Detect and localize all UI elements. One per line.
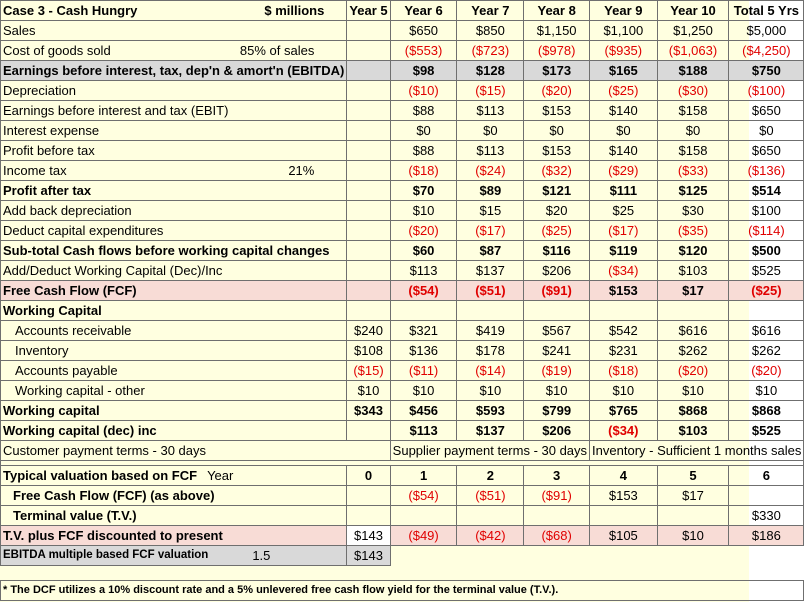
value-cell[interactable]: $799 — [524, 401, 590, 421]
value-cell[interactable] — [347, 61, 390, 81]
value-cell[interactable]: $567 — [524, 321, 590, 341]
value-cell[interactable]: $850 — [457, 21, 524, 41]
row-label[interactable]: Cost of goods sold 85% of sales — [1, 41, 347, 61]
value-cell[interactable] — [347, 301, 390, 321]
value-cell[interactable]: ($17) — [590, 221, 658, 241]
fcf-row-label[interactable]: Free Cash Flow (FCF) (as above) — [1, 486, 347, 506]
value-cell[interactable]: $10 — [347, 381, 390, 401]
value-cell[interactable]: $120 — [657, 241, 729, 261]
value-cell[interactable] — [347, 141, 390, 161]
value-cell[interactable]: $103 — [657, 261, 729, 281]
valuation-title[interactable]: Typical valuation based on FCF Year — [1, 466, 347, 486]
row-label[interactable]: Sales — [1, 21, 347, 41]
empty-cell[interactable] — [657, 546, 729, 566]
value-cell[interactable]: ($20) — [390, 221, 457, 241]
supplier-terms[interactable]: Supplier payment terms - 30 days — [390, 441, 589, 461]
row-label[interactable]: Interest expense — [1, 121, 347, 141]
value-cell[interactable]: $165 — [590, 61, 658, 81]
row-label[interactable]: Accounts receivable — [1, 321, 347, 341]
value-cell[interactable]: $98 — [390, 61, 457, 81]
value-cell[interactable]: $419 — [457, 321, 524, 341]
value-cell[interactable]: $113 — [457, 101, 524, 121]
value-cell[interactable]: $25 — [590, 201, 658, 221]
value-cell[interactable]: ($20) — [729, 361, 804, 381]
value-cell[interactable]: $137 — [457, 421, 524, 441]
value-cell[interactable]: $10 — [390, 201, 457, 221]
value-cell[interactable]: ($15) — [457, 81, 524, 101]
value-cell[interactable]: $30 — [657, 201, 729, 221]
value-cell[interactable]: ($11) — [390, 361, 457, 381]
row-label[interactable]: Profit after tax — [1, 181, 347, 201]
year-header-5[interactable]: Year 10 — [657, 1, 729, 21]
value-cell[interactable]: $343 — [347, 401, 390, 421]
value-cell[interactable]: $10 — [657, 381, 729, 401]
value-cell[interactable]: $0 — [457, 121, 524, 141]
footnote-row — [1, 581, 804, 601]
value-cell[interactable]: ($18) — [390, 161, 457, 181]
value-cell[interactable]: $650 — [390, 21, 457, 41]
ebitda-label[interactable]: EBITDA multiple based FCF valuation 1.5 — [1, 546, 347, 566]
row-label[interactable]: Working capital - other — [1, 381, 347, 401]
inventory-terms[interactable]: Inventory - Sufficient 1 months sales — [590, 441, 804, 461]
value-cell[interactable] — [347, 101, 390, 121]
value-cell[interactable]: $121 — [524, 181, 590, 201]
row-label[interactable]: Depreciation — [1, 81, 347, 101]
value-cell[interactable] — [657, 506, 729, 526]
row-label[interactable]: Deduct capital expenditures — [1, 221, 347, 241]
value-cell[interactable]: $153 — [590, 281, 658, 301]
row-label[interactable]: Inventory — [1, 341, 347, 361]
value-cell[interactable] — [347, 261, 390, 281]
value-cell[interactable]: ($35) — [657, 221, 729, 241]
value-cell[interactable]: $616 — [729, 321, 804, 341]
row-label[interactable]: Earnings before interest and tax (EBIT) — [1, 101, 347, 121]
value-cell[interactable] — [729, 486, 804, 506]
table-row — [1, 241, 804, 261]
value-cell[interactable]: $153 — [590, 486, 658, 506]
value-cell[interactable]: $113 — [390, 421, 457, 441]
value-cell[interactable]: ($33) — [657, 161, 729, 181]
value-cell[interactable] — [590, 506, 658, 526]
customer-terms[interactable]: Customer payment terms - 30 days — [1, 441, 391, 461]
value-cell[interactable] — [347, 281, 390, 301]
value-cell[interactable]: ($68) — [524, 526, 590, 546]
value-cell[interactable]: $868 — [657, 401, 729, 421]
value-cell[interactable]: $0 — [657, 121, 729, 141]
value-cell[interactable]: $119 — [590, 241, 658, 261]
value-cell[interactable]: $17 — [657, 486, 729, 506]
empty-cell[interactable] — [524, 546, 590, 566]
value-cell[interactable] — [390, 301, 457, 321]
valuation-year-5[interactable]: 5 — [657, 466, 729, 486]
value-cell[interactable]: ($51) — [457, 486, 524, 506]
table-row — [1, 141, 804, 161]
table-row — [1, 381, 804, 401]
value-cell[interactable]: $10 — [657, 526, 729, 546]
value-cell[interactable]: $87 — [457, 241, 524, 261]
value-cell[interactable]: ($34) — [590, 421, 658, 441]
value-cell[interactable]: $153 — [524, 101, 590, 121]
value-cell[interactable]: $500 — [729, 241, 804, 261]
row-label[interactable]: Working capital — [1, 401, 347, 421]
value-cell[interactable]: ($54) — [390, 486, 457, 506]
spacer-row — [1, 566, 804, 581]
units-label: $ millions — [264, 3, 325, 18]
value-cell[interactable] — [347, 241, 390, 261]
value-cell[interactable] — [524, 506, 590, 526]
row-label[interactable]: Accounts payable — [1, 361, 347, 381]
value-cell[interactable]: $186 — [729, 526, 804, 546]
value-cell[interactable]: ($91) — [524, 486, 590, 506]
table-row — [1, 221, 804, 241]
value-cell[interactable]: ($49) — [390, 526, 457, 546]
value-cell[interactable]: $137 — [457, 261, 524, 281]
table-row — [1, 61, 804, 81]
valuation-year-3[interactable]: 3 — [524, 466, 590, 486]
value-cell[interactable]: $1,250 — [657, 21, 729, 41]
value-cell[interactable]: $10 — [457, 381, 524, 401]
table-row — [1, 201, 804, 221]
table-row — [1, 301, 804, 321]
value-cell[interactable]: $321 — [390, 321, 457, 341]
value-cell[interactable]: $765 — [590, 401, 658, 421]
pv-row — [1, 526, 804, 546]
value-cell[interactable]: $125 — [657, 181, 729, 201]
year-header-6[interactable]: Total 5 Yrs — [729, 1, 804, 21]
value-cell[interactable]: $88 — [390, 141, 457, 161]
tv-row — [1, 506, 804, 526]
table-row — [1, 101, 804, 121]
row-label[interactable]: Free Cash Flow (FCF) — [1, 281, 347, 301]
value-cell[interactable] — [524, 301, 590, 321]
empty-cell[interactable] — [390, 546, 457, 566]
row-label[interactable]: Working capital (dec) inc — [1, 421, 347, 441]
value-cell[interactable]: $206 — [524, 421, 590, 441]
empty-cell[interactable] — [729, 546, 804, 566]
value-cell[interactable]: ($32) — [524, 161, 590, 181]
header-row — [1, 1, 804, 21]
valuation-year-1[interactable]: 1 — [390, 466, 457, 486]
value-cell[interactable]: ($25) — [590, 81, 658, 101]
value-cell[interactable]: ($14) — [457, 361, 524, 381]
value-cell[interactable]: $750 — [729, 61, 804, 81]
value-cell[interactable]: $330 — [729, 506, 804, 526]
footnote[interactable]: * The DCF utilizes a 10% discount rate and a 5% unlevered free cash flow yield for the terminal value (T.V.). — [1, 581, 804, 601]
year-header-3[interactable]: Year 8 — [524, 1, 590, 21]
value-cell[interactable]: $0 — [390, 121, 457, 141]
value-cell[interactable]: $1,150 — [524, 21, 590, 41]
value-cell[interactable]: ($723) — [457, 41, 524, 61]
table-row — [1, 341, 804, 361]
row-label[interactable]: Add back depreciation — [1, 201, 347, 221]
value-cell[interactable] — [347, 121, 390, 141]
value-cell[interactable] — [347, 486, 390, 506]
value-cell[interactable]: $10 — [390, 381, 457, 401]
value-cell[interactable]: $650 — [729, 101, 804, 121]
valuation-year-0[interactable]: 0 — [347, 466, 390, 486]
value-cell[interactable]: $100 — [729, 201, 804, 221]
table-row — [1, 321, 804, 341]
value-cell[interactable]: ($553) — [390, 41, 457, 61]
table-row — [1, 261, 804, 281]
row-label[interactable]: Add/Deduct Working Capital (Dec)/Inc — [1, 261, 347, 281]
value-cell[interactable]: $140 — [590, 101, 658, 121]
value-cell[interactable] — [457, 301, 524, 321]
value-cell[interactable]: $10 — [590, 381, 658, 401]
empty-cell[interactable] — [457, 546, 524, 566]
table-row — [1, 361, 804, 381]
value-cell[interactable]: $128 — [457, 61, 524, 81]
value-cell[interactable] — [590, 301, 658, 321]
value-cell[interactable]: $542 — [590, 321, 658, 341]
value-cell[interactable]: ($17) — [457, 221, 524, 241]
value-cell[interactable]: ($20) — [657, 361, 729, 381]
valuation-year-2[interactable]: 2 — [457, 466, 524, 486]
value-cell[interactable]: $616 — [657, 321, 729, 341]
value-cell[interactable]: $231 — [590, 341, 658, 361]
value-cell[interactable]: ($29) — [590, 161, 658, 181]
value-cell[interactable]: ($10) — [390, 81, 457, 101]
value-cell[interactable]: $178 — [457, 341, 524, 361]
fcf-row — [1, 486, 804, 506]
value-cell[interactable] — [347, 161, 390, 181]
value-cell[interactable]: $5,000 — [729, 21, 804, 41]
table-row — [1, 21, 804, 41]
value-cell[interactable]: $10 — [524, 381, 590, 401]
value-cell[interactable]: $20 — [524, 201, 590, 221]
value-cell[interactable]: ($42) — [457, 526, 524, 546]
value-cell[interactable]: $10 — [729, 381, 804, 401]
value-cell[interactable]: $1,100 — [590, 21, 658, 41]
value-cell[interactable]: $105 — [590, 526, 658, 546]
value-cell[interactable]: $0 — [729, 121, 804, 141]
value-cell[interactable]: $0 — [590, 121, 658, 141]
value-cell[interactable]: ($91) — [524, 281, 590, 301]
value-cell[interactable]: $111 — [590, 181, 658, 201]
value-cell[interactable] — [657, 301, 729, 321]
table-row — [1, 401, 804, 421]
value-cell[interactable]: ($54) — [390, 281, 457, 301]
value-cell[interactable]: $262 — [657, 341, 729, 361]
value-cell[interactable]: ($24) — [457, 161, 524, 181]
row-label[interactable]: Earnings before interest, tax, dep'n & amort'n (EBITDA) — [1, 61, 347, 81]
value-cell[interactable]: $70 — [390, 181, 457, 201]
value-cell[interactable] — [347, 221, 390, 241]
value-cell[interactable]: ($30) — [657, 81, 729, 101]
value-cell[interactable]: $456 — [390, 401, 457, 421]
value-cell[interactable]: $593 — [457, 401, 524, 421]
value-cell[interactable]: $88 — [390, 101, 457, 121]
value-cell[interactable] — [347, 21, 390, 41]
value-cell[interactable]: $173 — [524, 61, 590, 81]
value-cell[interactable]: $17 — [657, 281, 729, 301]
value-cell[interactable]: $525 — [729, 261, 804, 281]
year-header-0[interactable]: Year 5 — [347, 1, 390, 21]
value-cell[interactable]: $0 — [524, 121, 590, 141]
table-row — [1, 161, 804, 181]
value-cell[interactable] — [347, 41, 390, 61]
value-cell[interactable]: $650 — [729, 141, 804, 161]
value-cell[interactable]: $514 — [729, 181, 804, 201]
value-cell[interactable]: ($114) — [729, 221, 804, 241]
value-cell[interactable]: ($20) — [524, 81, 590, 101]
table-row — [1, 181, 804, 201]
tv-row-label[interactable]: Terminal value (T.V.) — [1, 506, 347, 526]
value-cell[interactable]: $89 — [457, 181, 524, 201]
row-label[interactable]: Profit before tax — [1, 141, 347, 161]
terms-row — [1, 441, 804, 461]
valuation-year-4[interactable]: 4 — [590, 466, 658, 486]
value-cell[interactable]: ($4,250) — [729, 41, 804, 61]
valuation-year-6[interactable]: 6 — [729, 466, 804, 486]
value-cell[interactable]: $136 — [390, 341, 457, 361]
value-cell[interactable]: $206 — [524, 261, 590, 281]
value-cell[interactable]: ($15) — [347, 361, 390, 381]
row-label[interactable]: Working Capital — [1, 301, 347, 321]
value-cell[interactable]: $868 — [729, 401, 804, 421]
value-cell[interactable]: ($34) — [590, 261, 658, 281]
value-cell[interactable]: $241 — [524, 341, 590, 361]
year-header-4[interactable]: Year 9 — [590, 1, 658, 21]
table-row — [1, 41, 804, 61]
row-label[interactable]: Income tax 21% — [1, 161, 347, 181]
value-cell[interactable]: $113 — [390, 261, 457, 281]
spacer[interactable] — [1, 566, 804, 581]
value-cell[interactable]: $103 — [657, 421, 729, 441]
sheet-title: Case 3 - Cash Hungry — [3, 3, 138, 18]
value-cell[interactable]: ($19) — [524, 361, 590, 381]
row-label[interactable]: Sub-total Cash flows before working capital changes — [1, 241, 347, 261]
pv-row-label[interactable]: T.V. plus FCF discounted to present — [1, 526, 347, 546]
value-cell[interactable]: ($18) — [590, 361, 658, 381]
ebitda-value[interactable]: $143 — [347, 546, 390, 566]
value-cell[interactable]: $140 — [590, 141, 658, 161]
table-row — [1, 421, 804, 441]
valuation-header-row — [1, 466, 804, 486]
value-cell[interactable] — [347, 81, 390, 101]
year-header-2[interactable]: Year 7 — [457, 1, 524, 21]
table-row — [1, 81, 804, 101]
value-cell[interactable]: $158 — [657, 141, 729, 161]
value-cell[interactable]: ($136) — [729, 161, 804, 181]
table-row — [1, 281, 804, 301]
empty-cell[interactable] — [590, 546, 658, 566]
value-cell[interactable]: ($51) — [457, 281, 524, 301]
value-cell[interactable]: $60 — [390, 241, 457, 261]
value-cell[interactable]: ($978) — [524, 41, 590, 61]
value-cell[interactable] — [347, 181, 390, 201]
value-cell[interactable] — [347, 201, 390, 221]
value-cell[interactable]: ($935) — [590, 41, 658, 61]
value-cell[interactable]: $188 — [657, 61, 729, 81]
value-cell[interactable]: $113 — [457, 141, 524, 161]
value-cell[interactable]: ($100) — [729, 81, 804, 101]
value-cell[interactable]: ($1,063) — [657, 41, 729, 61]
value-cell[interactable]: $158 — [657, 101, 729, 121]
value-cell[interactable] — [347, 421, 390, 441]
value-cell[interactable]: $262 — [729, 341, 804, 361]
value-cell[interactable] — [729, 301, 804, 321]
value-cell[interactable]: $116 — [524, 241, 590, 261]
value-cell[interactable]: $15 — [457, 201, 524, 221]
table-row — [1, 121, 804, 141]
value-cell[interactable]: ($25) — [729, 281, 804, 301]
header-title-cell[interactable] — [1, 1, 347, 21]
ebitda-valuation-row — [1, 546, 804, 566]
value-cell[interactable]: ($25) — [524, 221, 590, 241]
value-cell[interactable]: $108 — [347, 341, 390, 361]
value-cell[interactable]: $240 — [347, 321, 390, 341]
value-cell[interactable] — [390, 506, 457, 526]
value-cell[interactable]: $525 — [729, 421, 804, 441]
value-cell[interactable] — [347, 506, 390, 526]
value-cell[interactable]: $153 — [524, 141, 590, 161]
value-cell[interactable]: $143 — [347, 526, 390, 546]
year-header-1[interactable]: Year 6 — [390, 1, 457, 21]
value-cell[interactable] — [457, 506, 524, 526]
